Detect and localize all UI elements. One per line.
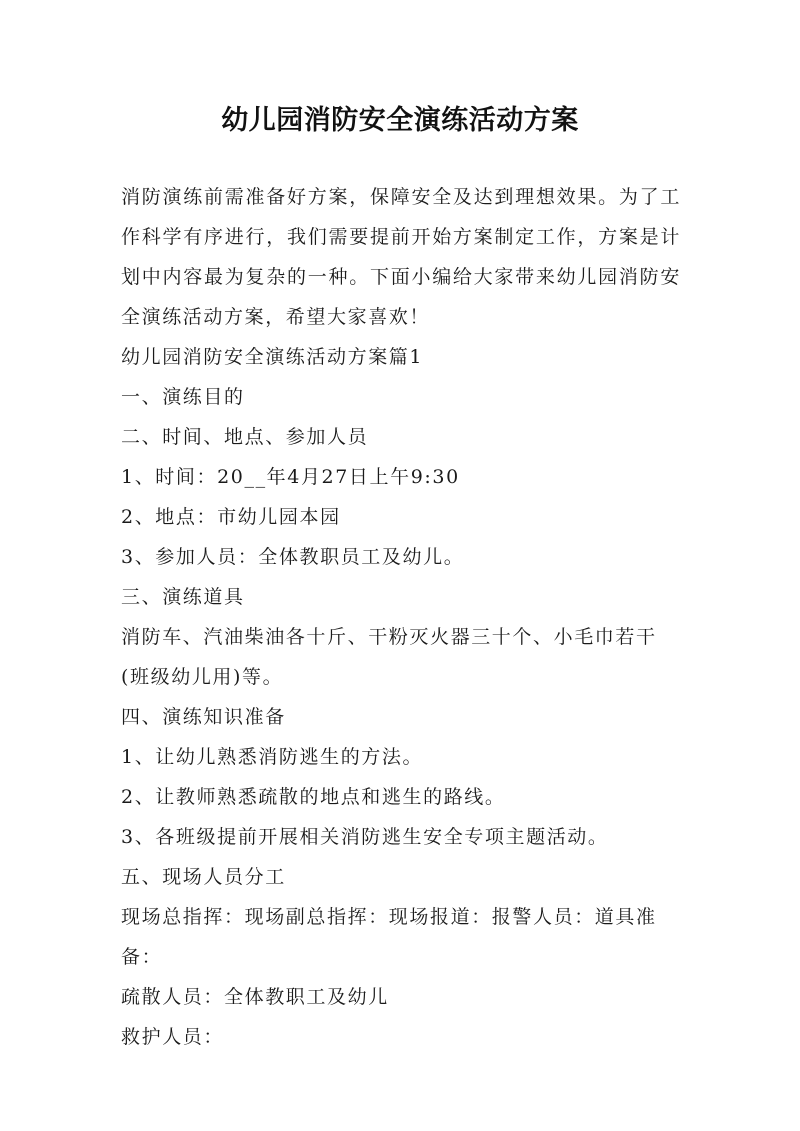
list-item-participants: 3、参加人员：全体教职员工及幼儿。 xyxy=(121,546,465,568)
section-heading-plan-1: 幼儿园消防安全演练活动方案篇1 xyxy=(121,346,424,368)
list-item-knowledge-3: 3、各班级提前开展相关消防逃生安全专项主题活动。 xyxy=(121,826,609,848)
evacuation-personnel: 疏散人员：全体教职工及幼儿 xyxy=(121,986,389,1008)
list-item-knowledge-1: 1、让幼儿熟悉消防逃生的方法。 xyxy=(121,746,424,768)
section-heading-props: 三、演练道具 xyxy=(121,586,245,608)
section-heading-time-place-people: 二、时间、地点、参加人员 xyxy=(121,426,369,448)
intro-paragraph: 消防演练前需准备好方案，保障安全及达到理想效果。为了工作科学有序进行，我们需要提前开始方案制定工作，方案是计划中内容最为复杂的一种。下面小编给大家带来幼儿园消防安全演练活动方案，希望大家喜欢！ xyxy=(121,186,681,328)
list-item-place: 2、地点：市幼儿园本园 xyxy=(121,506,341,528)
section-heading-roles: 五、现场人员分工 xyxy=(121,866,286,888)
list-item-time: 1、时间：20__年4月27日上午9:30 xyxy=(121,466,460,488)
section-heading-knowledge: 四、演练知识准备 xyxy=(121,706,286,728)
roles-paragraph: 现场总指挥：现场副总指挥：现场报道：报警人员：道具准备： xyxy=(121,906,657,968)
document-title: 幼儿园消防安全演练活动方案 xyxy=(221,105,579,136)
rescue-personnel: 救护人员： xyxy=(121,1026,225,1048)
props-paragraph: 消防车、汽油柴油各十斤、干粉灭火器三十个、小毛巾若干(班级幼儿用)等。 xyxy=(121,626,657,688)
list-item-knowledge-2: 2、让教师熟悉疏散的地点和逃生的路线。 xyxy=(121,786,506,808)
section-heading-purpose: 一、演练目的 xyxy=(121,386,245,408)
document-body xyxy=(121,177,681,1057)
